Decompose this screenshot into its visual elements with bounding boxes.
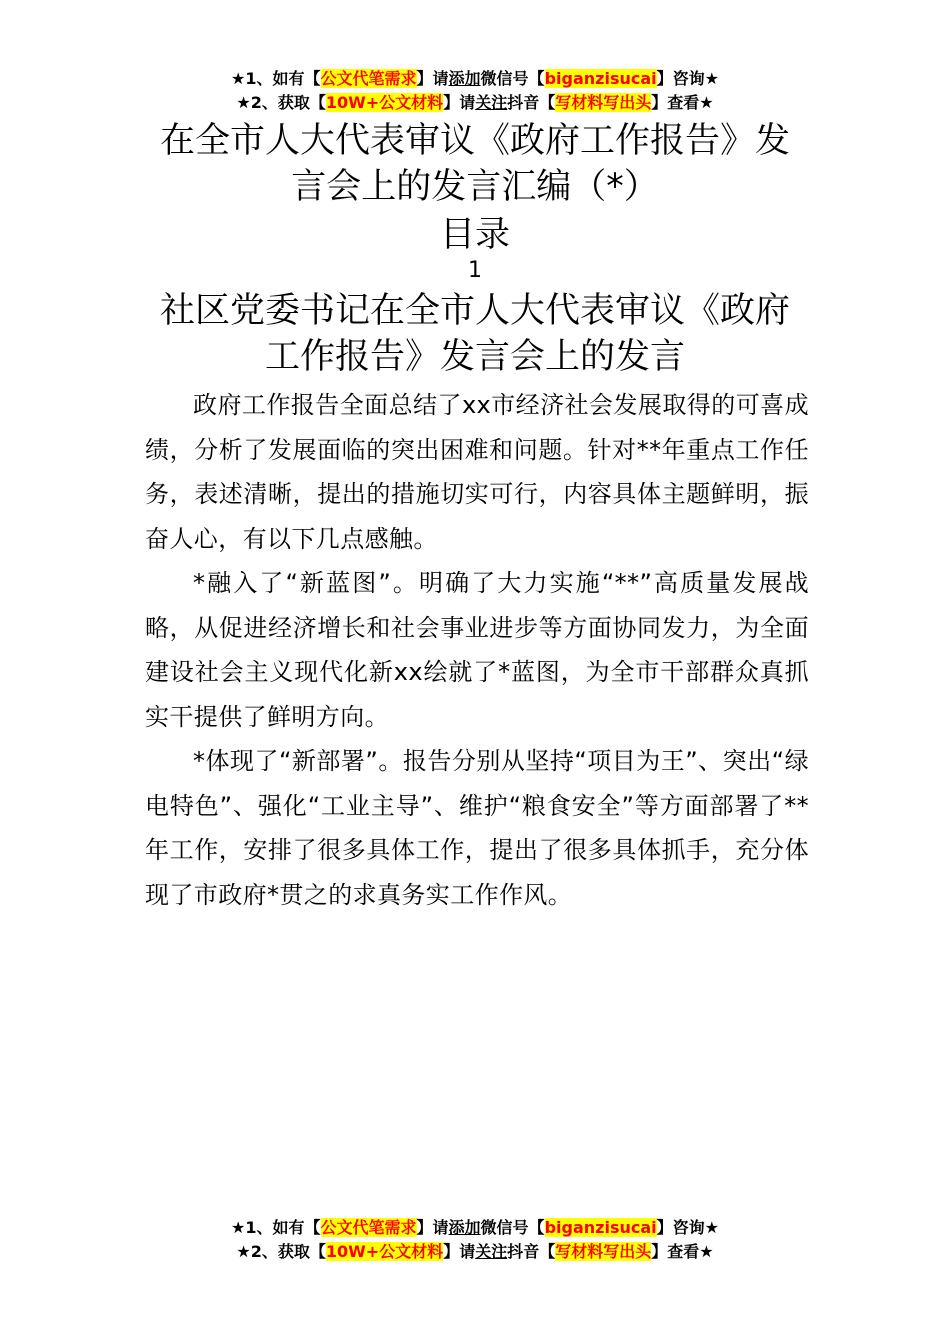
- document-title: 在全市人大代表审议《政府工作报告》发 言会上的发言汇编（*）: [159, 121, 790, 207]
- highlight-douyin: 写材料写出头: [555, 1242, 652, 1261]
- top-promo-banner: [0, 67, 950, 115]
- bottom-promo-banner: [0, 1216, 950, 1264]
- section-title: 社区党委书记在全市人大代表审议《政府 工作报告》发言会上的发言: [159, 291, 790, 377]
- highlight-materials: 10W+公文材料: [325, 1242, 444, 1261]
- promo-line-1: ★1、如有【公文代笔需求】请添加微信号【biganzisucai】咨询★: [231, 69, 719, 88]
- toc-number: 1: [468, 258, 482, 283]
- promo-line-1: ★1、如有【公文代笔需求】请添加微信号【biganzisucai】咨询★: [231, 1218, 719, 1237]
- highlight-douyin: 写材料写出头: [555, 93, 652, 112]
- highlight-wechat-id: biganzisucai: [544, 69, 657, 88]
- body-text: [145, 383, 809, 917]
- promo-line-2: ★2、获取【10W+公文材料】请关注抖音【写材料写出头】查看★: [236, 1242, 714, 1261]
- highlight-materials: 10W+公文材料: [325, 93, 444, 112]
- paragraph: 政府工作报告全面总结了xx市经济社会发展取得的可喜成绩，分析了发展面临的突出困难和问题。针对**年重点工作任务，表述清晰，提出的措施切实可行，内容具体主题鲜明，振奋人心，有以下几点感触。: [145, 391, 809, 553]
- promo-line-2: ★2、获取【10W+公文材料】请关注抖音【写材料写出头】查看★: [236, 93, 714, 112]
- highlight-service: 公文代笔需求: [320, 1218, 417, 1237]
- paragraph: *体现了“新部署”。报告分别从坚持“项目为王”、突出“绿电特色”、强化“工业主导”、维护“粮食安全”等方面部署了**年工作，安排了很多具体工作，提出了很多具体抓手，充分体现了市政府*贯之的求真务实工作作风。: [145, 747, 809, 909]
- highlight-service: 公文代笔需求: [320, 69, 417, 88]
- toc-heading: 目录: [439, 215, 510, 255]
- highlight-wechat-id: biganzisucai: [544, 1218, 657, 1237]
- paragraph: *融入了“新蓝图”。明确了大力实施“**”高质量发展战略，从促进经济增长和社会事业进步等方面协同发力，为全面建设社会主义现代化新xx绘就了*蓝图，为全市干部群众真抓实干提供了鲜明方向。: [145, 569, 809, 731]
